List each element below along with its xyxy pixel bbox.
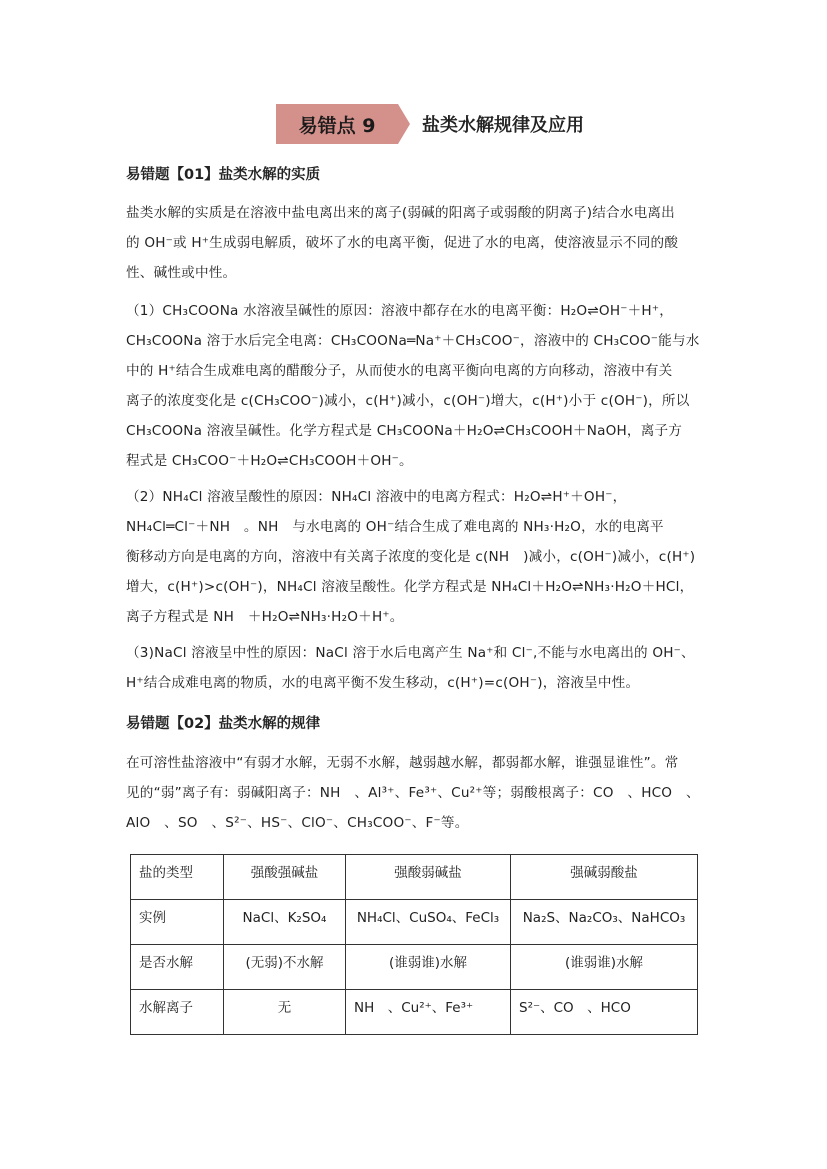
table-cell: (无弱)不水解	[224, 945, 346, 990]
table-cell: 水解离子	[131, 990, 224, 1035]
table-row	[131, 900, 698, 945]
text-line: （3)NaCl 溶液呈中性的原因：NaCl 溶于水后电离产生 Na⁺和 Cl⁻,不能与水电离出的 OH⁻、	[126, 645, 695, 661]
text-line: 中的 H⁺结合生成难电离的醋酸分子，从而使水的电离平衡向电离的方向移动，溶液中有关	[126, 363, 673, 379]
text-line: 在可溶性盐溶液中“有弱才水解，无弱不水解，越弱越水解，都弱都水解，谁强显谁性”。常	[126, 755, 679, 771]
text-line: AlO 、SO 、S²⁻、HS⁻、ClO⁻、CH₃COO⁻、F⁻等。	[126, 815, 469, 831]
banner-tag: 易错点 9	[276, 104, 398, 144]
table-header: 强酸强碱盐	[224, 855, 346, 900]
text-line: 的 OH⁻或 H⁺生成弱电解质，破坏了水的电离平衡，促进了水的电离，使溶液显示不同的酸	[126, 235, 679, 251]
q1-paragraph-2	[126, 482, 706, 632]
text-line: 衡移动方向是电离的方向，溶液中有关离子浓度的变化是 c(NH )减小，c(OH⁻)减小，c(H⁺)	[126, 549, 696, 565]
text-line: （2）NH₄Cl 溶液呈酸性的原因：NH₄Cl 溶液中的电离方程式：H₂O⇌H⁺＋OH⁻，	[126, 489, 627, 505]
table-cell: (谁弱谁)水解	[511, 945, 698, 990]
text-line: 程式是 CH₃COO⁻＋H₂O⇌CH₃COOH＋OH⁻。	[126, 453, 413, 469]
text-line: 见的“弱”离子有：弱碱阳离子：NH 、Al³⁺、Fe³⁺、Cu²⁺等；弱酸根离子：CO 、HCO 、	[126, 785, 700, 801]
text-line: 离子方程式是 NH ＋H₂O⇌NH₃·H₂O＋H⁺。	[126, 609, 404, 625]
text-line: CH₃COONa 溶于水后完全电离：CH₃COONa═Na⁺＋CH₃COO⁻，溶液中的 CH₃COO⁻能与水	[126, 333, 700, 349]
text-line: 性、碱性或中性。	[126, 265, 237, 281]
table-cell: (谁弱谁)水解	[346, 945, 511, 990]
table-cell: S²⁻、CO 、HCO	[511, 990, 698, 1035]
table-cell: 实例	[131, 900, 224, 945]
text-line: 增大，c(H⁺)>c(OH⁻)，NH₄Cl 溶液呈酸性。化学方程式是 NH₄Cl＋H₂O⇌NH₃·H₂O＋HCl，	[126, 579, 694, 595]
q1-heading: 易错题【01】盐类水解的实质	[126, 167, 321, 183]
banner-title: 盐类水解规律及应用	[422, 115, 584, 136]
salt-hydrolysis-table	[130, 854, 698, 1035]
table-header-row	[131, 855, 698, 900]
table-cell: Na₂S、Na₂CO₃、NaHCO₃	[511, 900, 698, 945]
q1-paragraph-1	[126, 296, 706, 476]
q1-paragraph-3	[126, 638, 706, 698]
q1-intro	[126, 198, 706, 288]
text-line: 盐类水解的实质是在溶液中盐电离出来的离子(弱碱的阳离子或弱酸的阴离子)结合水电离出	[126, 205, 675, 221]
table-cell: 是否水解	[131, 945, 224, 990]
table-row	[131, 945, 698, 990]
section-banner	[276, 104, 584, 144]
table-header: 强碱弱酸盐	[511, 855, 698, 900]
q2-intro	[126, 748, 706, 838]
table-header: 盐的类型	[131, 855, 224, 900]
text-line: 离子的浓度变化是 c(CH₃COO⁻)减小，c(H⁺)减小，c(OH⁻)增大，c(H⁺)小于 c(OH⁻)，所以	[126, 393, 690, 409]
table-cell: NaCl、K₂SO₄	[224, 900, 346, 945]
text-line: CH₃COONa 溶液呈碱性。化学方程式是 CH₃COONa＋H₂O⇌CH₃COOH＋NaOH，离子方	[126, 423, 683, 439]
table-row	[131, 990, 698, 1035]
text-line: H⁺结合成难电离的物质，水的电离平衡不发生移动，c(H⁺)=c(OH⁻)，溶液呈中性。	[126, 675, 640, 691]
table-cell: 无	[224, 990, 346, 1035]
q2-heading: 易错题【02】盐类水解的规律	[126, 716, 321, 732]
text-line: NH₄Cl═Cl⁻＋NH 。NH 与水电离的 OH⁻结合生成了难电离的 NH₃·H₂O，水的电离平	[126, 519, 664, 535]
table-cell: NH 、Cu²⁺、Fe³⁺	[346, 990, 511, 1035]
text-line: （1）CH₃COONa 水溶液呈碱性的原因：溶液中都存在水的电离平衡：H₂O⇌OH⁻＋H⁺，	[126, 303, 674, 319]
table-cell: NH₄Cl、CuSO₄、FeCl₃	[346, 900, 511, 945]
table-header: 强酸弱碱盐	[346, 855, 511, 900]
